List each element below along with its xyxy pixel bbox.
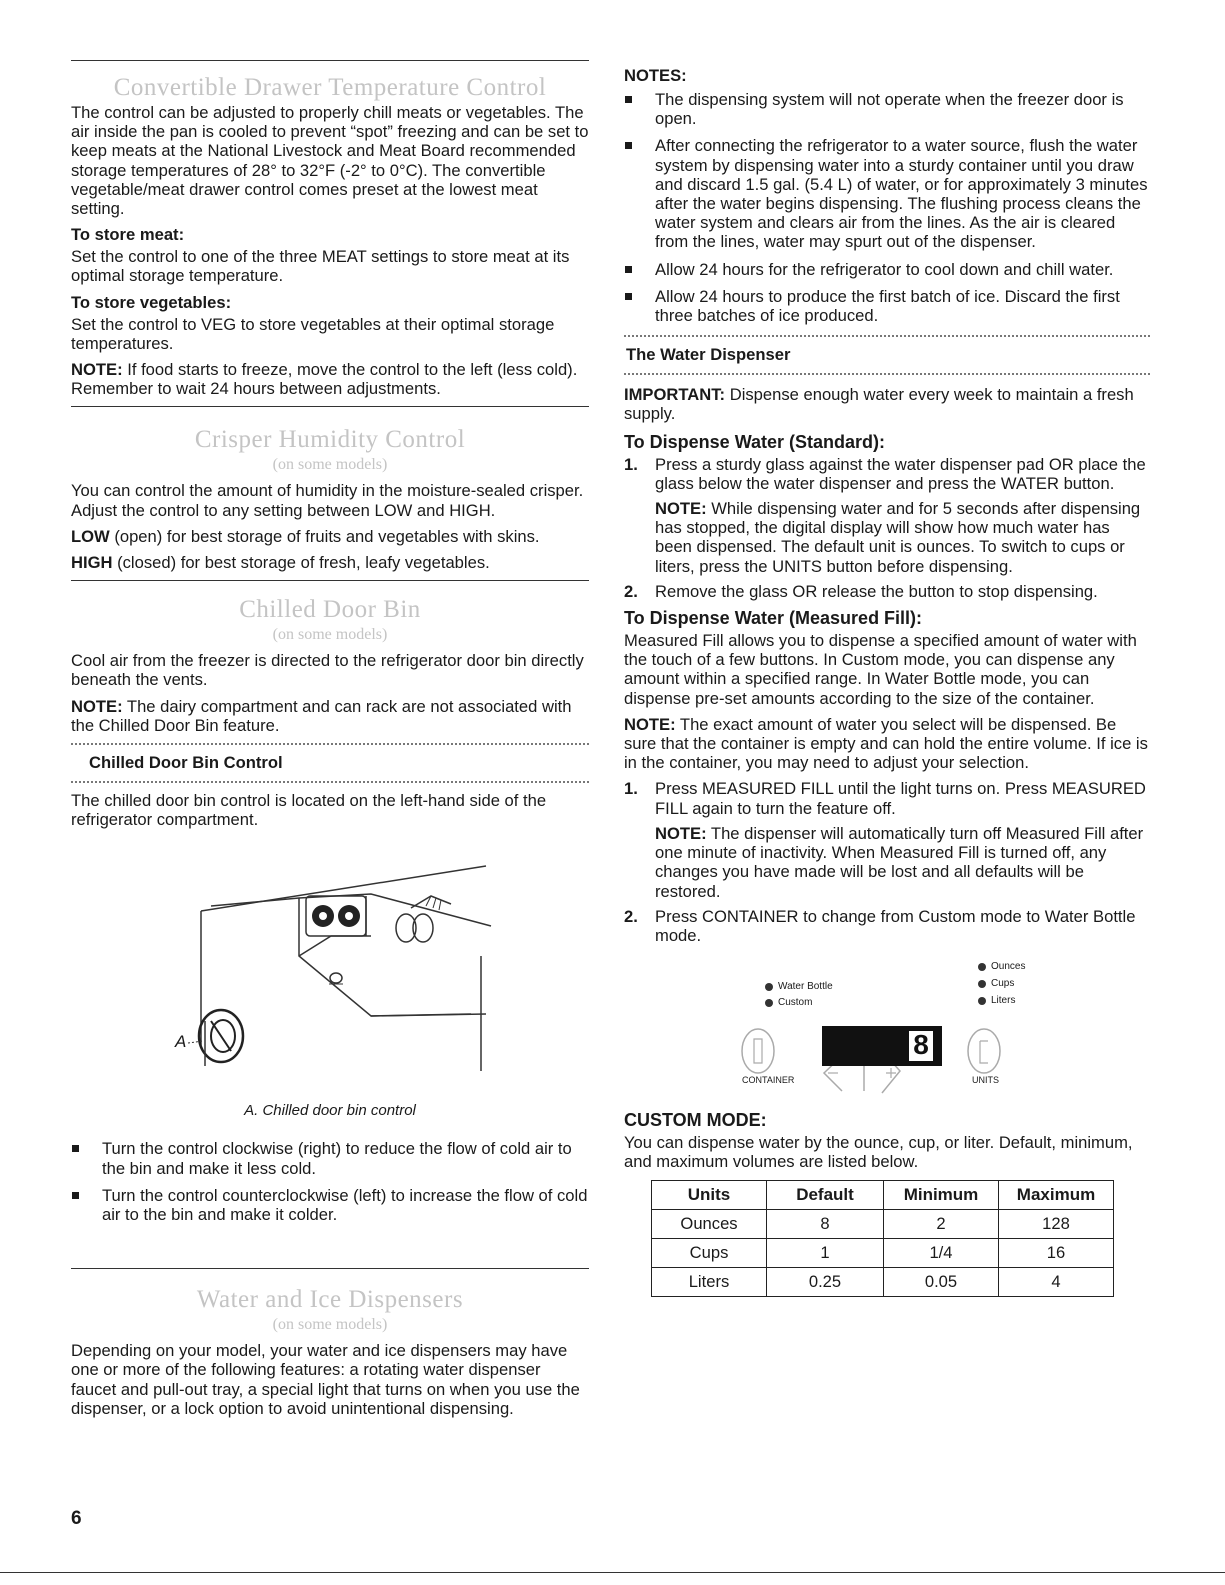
crisper-high	[71, 553, 589, 572]
step-text: Press MEASURED FILL until the light turns on. Press MEASURED FILL again to turn the feature off.	[655, 779, 1146, 818]
table-cell: 16	[999, 1238, 1114, 1267]
table-cell: 2	[884, 1209, 999, 1238]
crisper-intro: You can control the amount of humidity in the moisture-sealed crisper. Adjust the control to any setting between LOW and HIGH.	[71, 481, 584, 520]
measured-heading: To Dispense Water (Measured Fill):	[624, 608, 923, 629]
list-item	[71, 1186, 589, 1224]
low-label: LOW	[71, 526, 110, 546]
bullet-square-icon	[625, 142, 632, 149]
page-number: 6	[71, 1508, 82, 1529]
note-label: NOTE:	[655, 823, 707, 843]
note-text: After connecting the refrigerator to a water source, flush the water system by dispensing water into a sturdy container until you draw and discard 1.5 gal. (5.4 L) of water, or for approximately 3 minutes after the water begins dispensing. The flushing process cleans the water system and clears air from the lines. As the air is cleared from the lines, water may spurt out of the dispenser.	[655, 136, 1148, 252]
section-title-crisper: Crisper Humidity Control	[194, 426, 466, 454]
section-rule	[71, 406, 589, 407]
table-cell: 8	[767, 1209, 884, 1238]
units-label: UNITS	[972, 1075, 999, 1086]
convertible-note	[71, 360, 589, 398]
refrigerator-illustration	[71, 836, 589, 1096]
note-text: If food starts to freeze, move the control to the left (less cold). Remember to wait 24 hours between adjustments.	[71, 360, 578, 399]
note-text: While dispensing water and for 5 seconds after dispensing has stopped, the digital display will show how much water has been dispensed. The default unit is ounces. To switch to cups or liters, press the UNITS button before dispensing.	[655, 499, 1141, 576]
section-subtitle-chilled-bin: (on some models)	[272, 626, 388, 644]
measured-intro: Measured Fill allows you to dispense a specified amount of water with the touch of a few buttons. In Custom mode, you can dispense any amount within a specified range. In Water Bottle mode, you can dispense pre-set amounts according to the size of the container.	[624, 631, 1137, 708]
table-row	[652, 1238, 1114, 1267]
store-meat-text: Set the control to one of the three MEAT settings to store meat at its optimal storage temperature.	[71, 247, 570, 286]
table-cell: Cups	[652, 1238, 767, 1267]
custom-mode-heading: CUSTOM MODE:	[624, 1110, 767, 1131]
bullet-text: Turn the control clockwise (right) to reduce the flow of cold air to the bin and make it less cold.	[102, 1139, 572, 1178]
note-text: The dispensing system will not operate when the freezer door is open.	[655, 90, 1124, 129]
standard-heading: To Dispense Water (Standard):	[624, 431, 886, 452]
ounces-label: Ounces	[991, 961, 1026, 973]
section-subtitle-water-ice: (on some models)	[272, 1316, 388, 1334]
table-header: Units	[652, 1180, 767, 1209]
section-title-chilled-bin: Chilled Door Bin	[239, 596, 421, 624]
list-item	[71, 1139, 589, 1177]
important-label: IMPORTANT:	[624, 385, 726, 405]
step-number: 2.	[624, 581, 638, 601]
table-header: Minimum	[884, 1180, 999, 1209]
step-text: Press a sturdy glass against the water dispenser pad OR place the glass below the water dispenser and press the WATER button.	[655, 454, 1146, 493]
table-cell: 0.25	[767, 1267, 884, 1296]
table-cell: 1/4	[884, 1238, 999, 1267]
chilled-note	[71, 697, 589, 735]
list-item	[624, 582, 1150, 601]
store-veg-heading: To store vegetables:	[71, 292, 232, 312]
table-row	[652, 1209, 1114, 1238]
water-dispenser-heading: The Water Dispenser	[626, 345, 791, 365]
chilled-control-text: The chilled door bin control is located on the left-hand side of the refrigerator compartment.	[71, 791, 547, 830]
bullet-square-icon	[72, 1145, 79, 1152]
note-label: NOTE:	[71, 360, 123, 380]
note-label: NOTE:	[71, 696, 123, 716]
bullet-square-icon	[625, 293, 632, 300]
table-header: Default	[767, 1180, 884, 1209]
note-label: NOTE:	[655, 499, 707, 519]
right-column	[624, 66, 1150, 1297]
bin-control-knob	[199, 1010, 243, 1066]
display-digit: 8	[913, 1029, 929, 1061]
section-rule	[71, 60, 589, 61]
high-label: HIGH	[71, 553, 113, 573]
step-note	[655, 499, 1150, 576]
section-subtitle-crisper: (on some models)	[272, 456, 388, 474]
list-item	[624, 136, 1150, 251]
bullet-square-icon	[625, 266, 632, 273]
list-item	[624, 455, 1150, 576]
bottom-rule	[0, 1572, 1225, 1573]
measured-note	[624, 715, 1150, 773]
volume-table	[651, 1180, 1114, 1297]
table-cell: Liters	[652, 1267, 767, 1296]
list-item	[624, 260, 1150, 279]
list-item	[624, 287, 1150, 325]
dotted-rule	[624, 373, 1150, 375]
bullet-square-icon	[625, 96, 632, 103]
section-title-water-ice: Water and Ice Dispensers	[196, 1286, 464, 1314]
step-text: Remove the glass OR release the button to stop dispensing.	[655, 581, 1098, 601]
section-rule	[71, 580, 589, 581]
table-cell: 128	[999, 1209, 1114, 1238]
convertible-intro: The control can be adjusted to properly chill meats or vegetables. The air inside the pan is cooled to prevent “spot” freezing and can be set to keep meats at the National Livestock and Meat Board recommended storage temperatures of 28° to 32°F (-2° to 0°C). The convertible vegetable/meat drawer control comes preset at the lowest meat setting.	[71, 103, 589, 219]
note-text: Allow 24 hours to produce the first batch of ice. Discard the first three batches of ice produced.	[655, 286, 1120, 326]
note-text: The dispenser will automatically turn off Measured Fill after one minute of inactivity. When Measured Fill is turned off, any changes you have made will be lost and all defaults will be restored.	[655, 823, 1144, 901]
step-text: Press CONTAINER to change from Custom mode to Water Bottle mode.	[655, 906, 1136, 945]
step-number: 1.	[624, 779, 638, 799]
table-cell: Ounces	[652, 1209, 767, 1238]
table-cell: 0.05	[884, 1267, 999, 1296]
bullet-text: Turn the control counterclockwise (left) to increase the flow of cold air to the bin and make it colder.	[102, 1185, 588, 1225]
high-text: (closed) for best storage of fresh, leafy vegetables.	[112, 553, 490, 573]
custom-mode-text: You can dispense water by the ounce, cup, or liter. Default, minimum, and maximum volumes are listed below.	[624, 1133, 1133, 1172]
custom-label: Custom	[778, 997, 813, 1009]
crisper-low	[71, 527, 589, 546]
table-row	[652, 1267, 1114, 1296]
panel-illustration	[624, 951, 1150, 1101]
chilled-intro: Cool air from the freezer is directed to the refrigerator door bin directly beneath the vents.	[71, 651, 584, 690]
chilled-control-heading: Chilled Door Bin Control	[89, 753, 283, 773]
table-cell: 4	[999, 1267, 1114, 1296]
dotted-rule	[71, 781, 589, 783]
bullet-square-icon	[72, 1192, 79, 1199]
figure-label-a: A	[175, 1032, 187, 1052]
note-label: NOTE:	[624, 714, 676, 734]
liters-label: Liters	[991, 995, 1016, 1007]
table-header-row	[652, 1180, 1114, 1209]
low-text: (open) for best storage of fruits and vegetables with skins.	[109, 526, 540, 546]
section-rule	[71, 1268, 589, 1269]
water-ice-text: Depending on your model, your water and ice dispensers may have one or more of the following features: a rotating water dispenser faucet and pull-out tray, a special light that turns on when you use the dispenser, or a lock option to avoid unintentional dispensing.	[71, 1341, 580, 1418]
list-item	[624, 779, 1150, 900]
important-note	[624, 385, 1150, 423]
section-title-convertible-drawer: Convertible Drawer Temperature Control	[113, 74, 547, 101]
notes-heading: NOTES:	[624, 66, 687, 85]
note-text: The exact amount of water you select will be dispensed. Be sure that the container is empty and can hold the entire volume. If ice is in the container, you may need to adjust your selection.	[624, 714, 1148, 773]
chilled-bin-figure	[71, 836, 589, 1096]
note-text: Allow 24 hours for the refrigerator to cool down and chill water.	[655, 259, 1114, 279]
store-meat-heading: To store meat:	[71, 225, 185, 245]
water-bottle-label: Water Bottle	[778, 981, 833, 993]
note-text: The dairy compartment and can rack are not associated with the Chilled Door Bin feature.	[71, 696, 572, 735]
left-column	[71, 60, 589, 1425]
container-label: CONTAINER	[742, 1075, 795, 1086]
store-veg-text: Set the control to VEG to store vegetables at their optimal storage temperatures.	[71, 314, 555, 353]
table-header: Maximum	[999, 1180, 1114, 1209]
list-item	[624, 90, 1150, 128]
cups-label: Cups	[991, 978, 1015, 990]
figure-caption: A. Chilled door bin control	[244, 1102, 416, 1120]
list-item	[624, 907, 1150, 945]
step-number: 2.	[624, 906, 638, 926]
table-cell: 1	[767, 1238, 884, 1267]
measured-fill-panel	[624, 951, 1150, 1101]
step-number: 1.	[624, 454, 638, 474]
important-text: Dispense enough water every week to maintain a fresh supply.	[624, 385, 1134, 424]
step-note	[655, 824, 1150, 901]
